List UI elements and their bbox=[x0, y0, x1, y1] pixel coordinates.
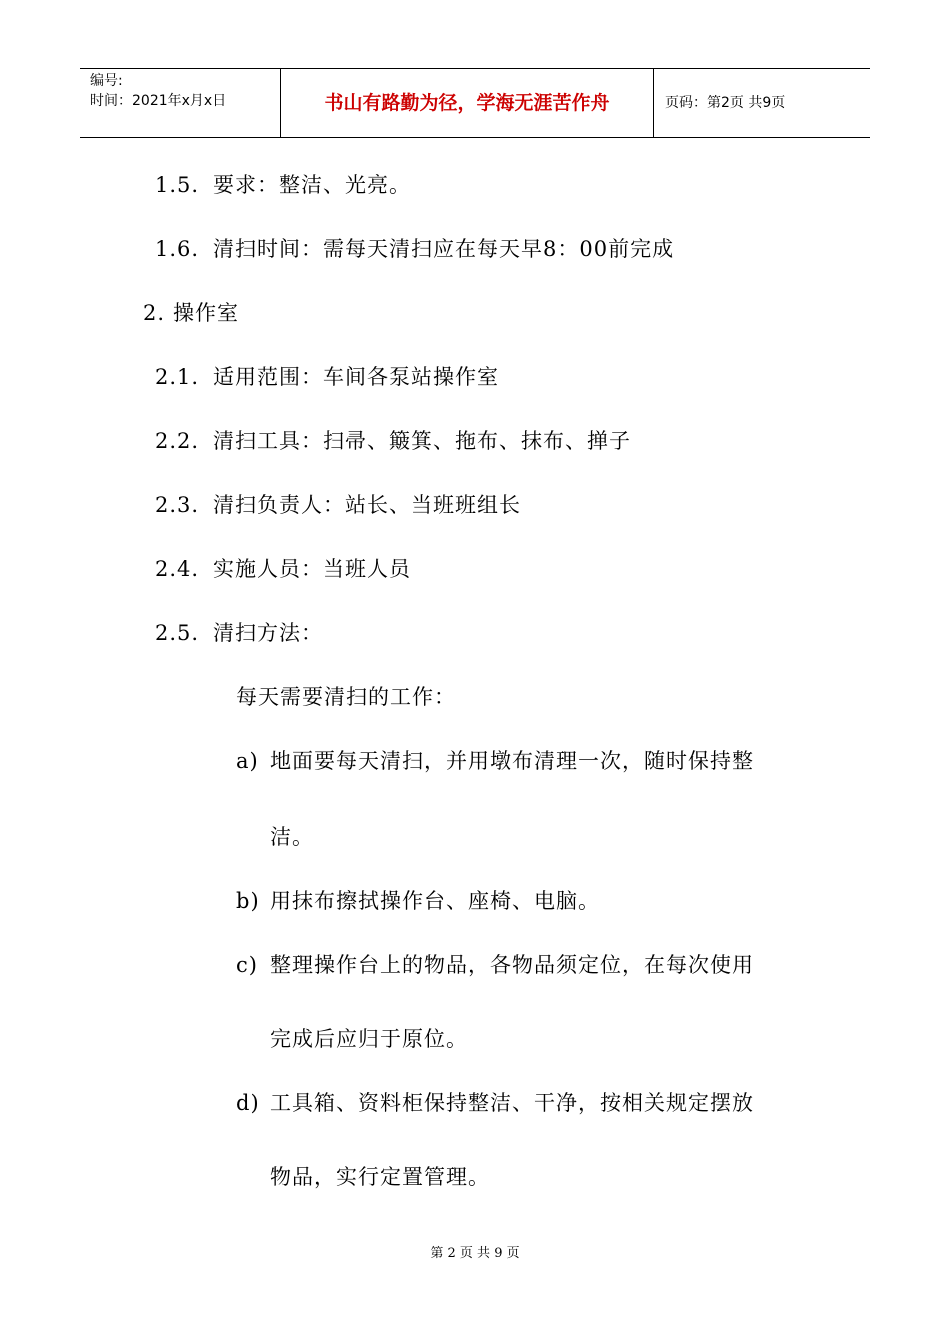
header-meta bbox=[80, 69, 281, 137]
item-b bbox=[236, 886, 600, 916]
item-number: 1.6. bbox=[155, 237, 200, 261]
item-text: 物品，实行定置管理。 bbox=[270, 1165, 490, 1189]
item-text: 清扫工具：扫帚、簸箕、拖布、抹布、掸子 bbox=[213, 429, 631, 453]
item-a bbox=[236, 746, 754, 776]
item-number: c) bbox=[236, 953, 258, 977]
item-c bbox=[236, 950, 754, 980]
item-d-continuation bbox=[270, 1162, 490, 1192]
item-text: 用抹布擦拭操作台、座椅、电脑。 bbox=[270, 889, 600, 913]
item-number: 2.3. bbox=[155, 493, 200, 517]
item-text: 清扫负责人：站长、当班班组长 bbox=[213, 493, 521, 517]
item-text: 要求：整洁、光亮。 bbox=[213, 173, 411, 197]
item-text: 每天需要清扫的工作： bbox=[236, 685, 456, 709]
item-d bbox=[236, 1088, 754, 1118]
item-2-2 bbox=[155, 426, 631, 456]
item-number: 2.2. bbox=[155, 429, 200, 453]
item-text: 洁。 bbox=[270, 825, 314, 849]
item-c-continuation bbox=[270, 1024, 468, 1054]
item-number: 2. bbox=[143, 301, 166, 325]
item-1-5 bbox=[155, 170, 411, 200]
item-2-1 bbox=[155, 362, 499, 392]
item-2-4 bbox=[155, 554, 411, 584]
item-text: 操作室 bbox=[173, 301, 239, 325]
header-motto: 书山有路勤为径，学海无涯苦作舟 bbox=[281, 69, 654, 137]
item-text: 适用范围：车间各泵站操作室 bbox=[213, 365, 499, 389]
item-text: 整理操作台上的物品，各物品须定位，在每次使用 bbox=[270, 953, 754, 977]
document-date: 时间：2021年x月x日 bbox=[90, 93, 227, 109]
item-a-continuation bbox=[270, 822, 314, 852]
item-number: b) bbox=[236, 889, 260, 913]
item-text: 清扫方法： bbox=[213, 621, 323, 645]
item-text: 实施人员：当班人员 bbox=[213, 557, 411, 581]
item-1-6 bbox=[155, 234, 674, 264]
item-number: 2.1. bbox=[155, 365, 200, 389]
item-text: 清扫时间：需每天清扫应在每天早8：00前完成 bbox=[213, 237, 675, 261]
item-2-5 bbox=[155, 618, 323, 648]
daily-work-intro bbox=[236, 682, 456, 712]
item-2-3 bbox=[155, 490, 521, 520]
page-footer: 第 2 页 共 9 页 bbox=[430, 1246, 520, 1261]
item-text: 完成后应归于原位。 bbox=[270, 1027, 468, 1051]
item-text: 工具箱、资料柜保持整洁、干净，按相关规定摆放 bbox=[270, 1091, 754, 1115]
section-2-heading bbox=[143, 298, 239, 328]
item-number: 2.4. bbox=[155, 557, 200, 581]
item-number: a) bbox=[236, 749, 259, 773]
item-text: 地面要每天清扫，并用墩布清理一次，随时保持整 bbox=[270, 749, 754, 773]
header-page-info: 页码：第2页 共9页 bbox=[665, 95, 786, 111]
item-number: 1.5. bbox=[155, 173, 200, 197]
document-number: 编号: bbox=[90, 73, 123, 89]
item-number: 2.5. bbox=[155, 621, 200, 645]
item-number: d) bbox=[236, 1091, 260, 1115]
page-header bbox=[80, 68, 870, 138]
